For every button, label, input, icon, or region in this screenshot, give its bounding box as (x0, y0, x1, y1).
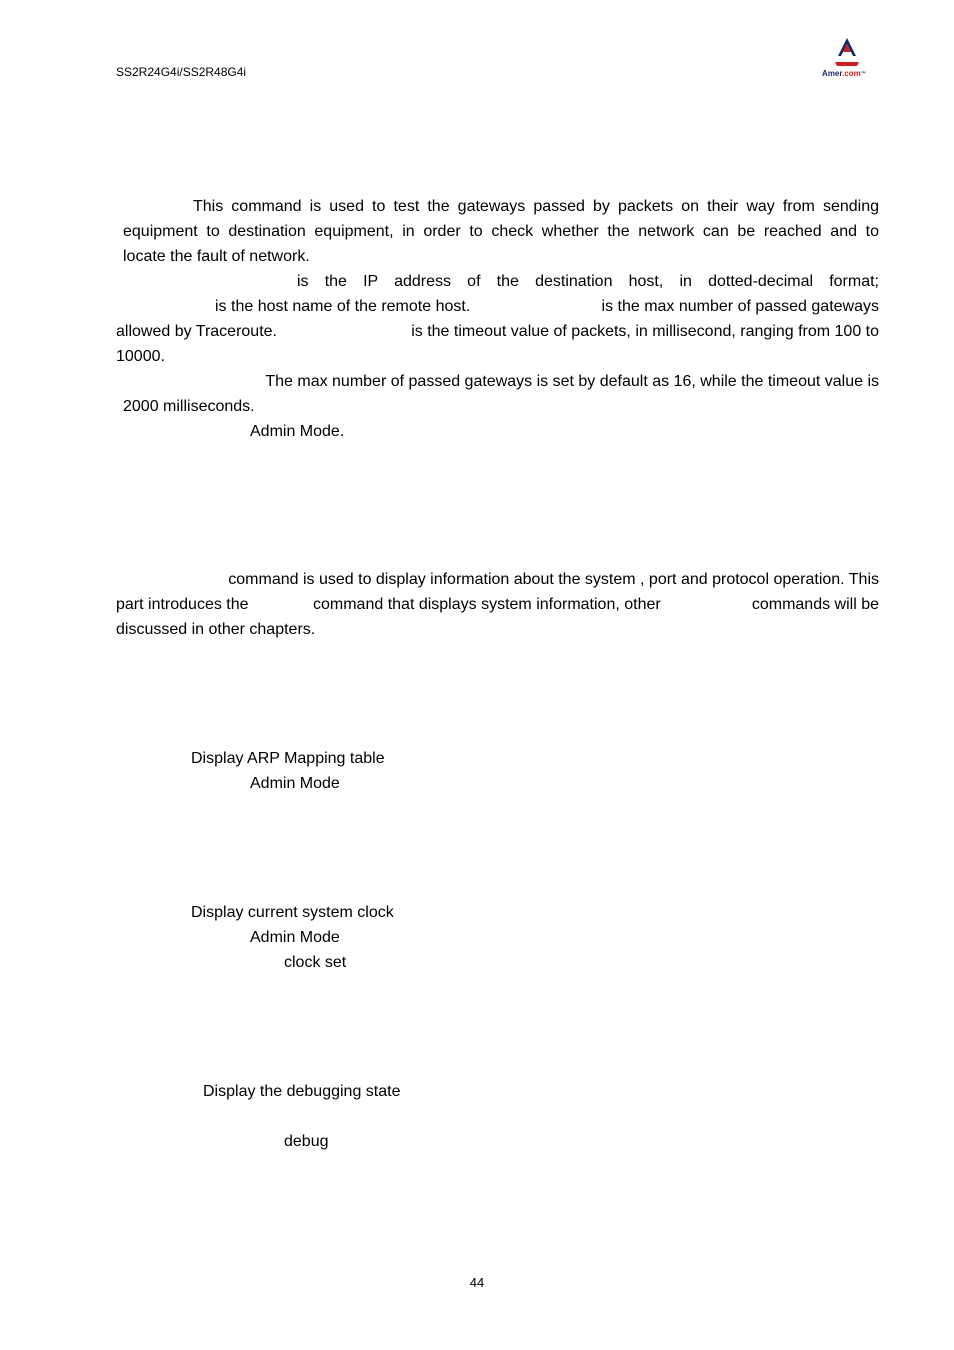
show-intro-line-2a: part introduces the (116, 596, 249, 613)
show-intro-line-3: discussed in other chapters. (116, 621, 316, 638)
traceroute-usage-line-2: equipment to destination equipment, in order to check whether the network can be reached and to (123, 223, 879, 240)
traceroute-default-line-2: 2000 milliseconds. (123, 398, 255, 415)
show-intro-line-2c: commands will be (751, 596, 879, 613)
traceroute-usage-line-3: locate the fault of network. (123, 248, 310, 265)
triangle-a-logo-icon (818, 36, 876, 70)
traceroute-param-line-4: 10000. (116, 348, 165, 365)
show-arp-command-mode: Admin Mode (250, 775, 340, 792)
traceroute-param-line-3b: is the timeout value of packets, in millisecond, ranging from 100 to (411, 323, 879, 340)
show-clock-function: Display current system clock (191, 904, 394, 921)
traceroute-param-line-1: is the IP address of the destination host, in dotted-decimal format; (297, 273, 879, 290)
show-intro-line-1: command is used to display information about the system , port and protocol operation. This (228, 571, 879, 588)
traceroute-usage-line-1: This command is used to test the gateways passed by packets on their way from sending (193, 198, 879, 215)
show-debugging-related-command: debug (284, 1133, 329, 1150)
traceroute-param-line-2a: is the host name of the remote host. (215, 298, 471, 315)
show-clock-related-command: clock set (284, 954, 347, 971)
logo-brand-text: Amer (822, 69, 843, 78)
logo-suffix-text: .com (842, 69, 861, 78)
document-model-header: SS2R24G4i/SS2R48G4i (116, 65, 247, 79)
show-debugging-function: Display the debugging state (203, 1083, 401, 1100)
amer-logo (818, 36, 876, 82)
traceroute-param-line-2b: is the max number of passed gateways (601, 298, 879, 315)
show-clock-command-mode: Admin Mode (250, 929, 340, 946)
show-arp-function: Display ARP Mapping table (191, 750, 385, 767)
traceroute-command-mode: Admin Mode. (250, 423, 345, 440)
show-intro-line-2b: command that displays system information, other (313, 596, 661, 613)
traceroute-param-line-3a: allowed by Traceroute. (116, 323, 277, 340)
traceroute-default-line-1: The max number of passed gateways is set by default as 16, while the timeout value is (265, 373, 879, 390)
page-number: 44 (469, 1275, 485, 1290)
logo-tm-mark: ™ (860, 71, 866, 77)
logo-wordmark (822, 69, 866, 79)
